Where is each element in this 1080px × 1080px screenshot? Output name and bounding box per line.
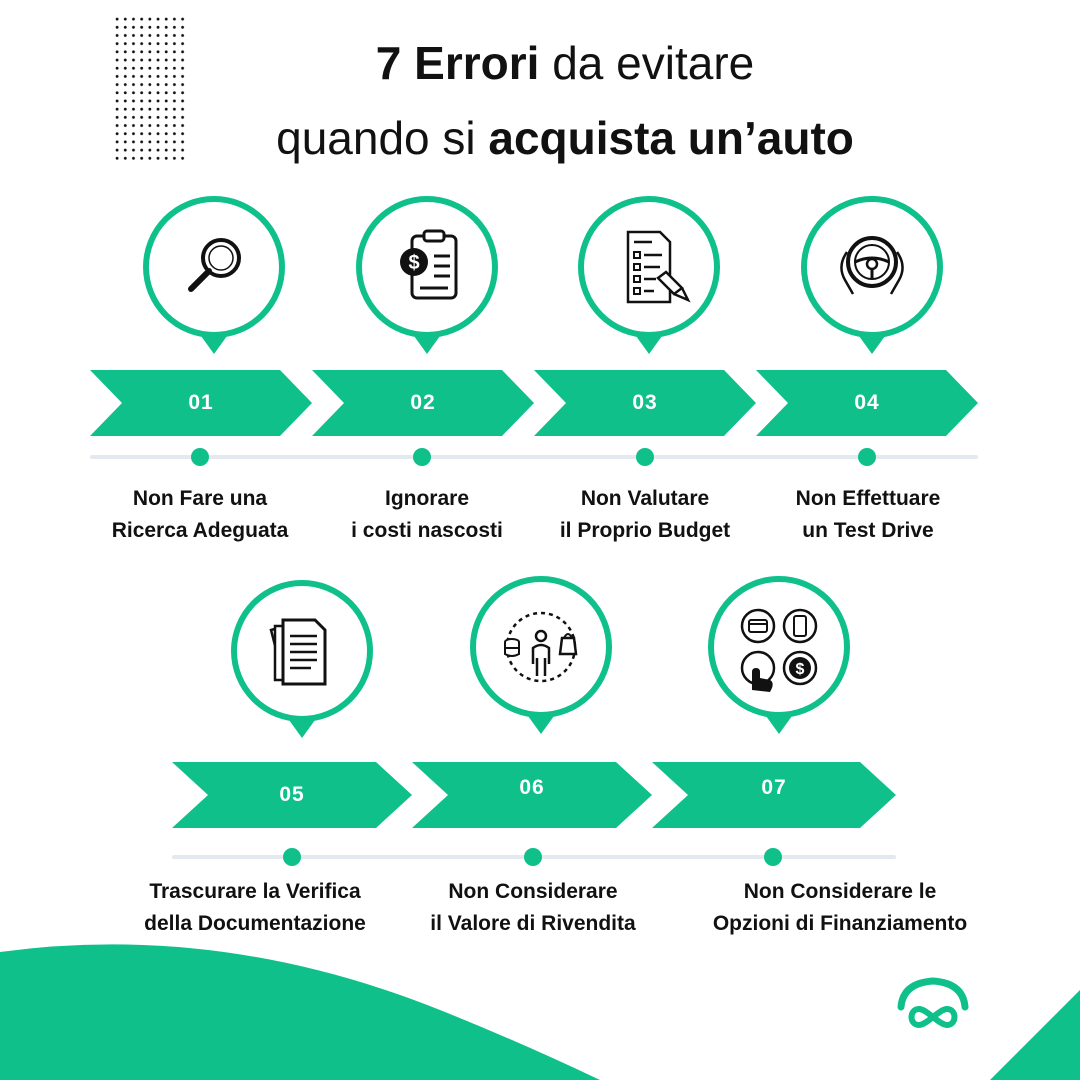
step-07-label-line2: Opzioni di Finanziamento xyxy=(712,912,968,935)
step-04-timeline-dot xyxy=(858,448,876,466)
magnifying-glass-icon xyxy=(169,222,259,312)
step-03-label-line1: Non Valutare xyxy=(580,487,710,510)
title-bold-part1: 7 Errori xyxy=(375,37,540,89)
step-04-label-line2: un Test Drive xyxy=(802,519,934,542)
step-06-label-line1: Non Considerare xyxy=(448,880,618,903)
step-05-label-line1: Trascurare la Verifica xyxy=(149,880,361,903)
step-02-number: 02 xyxy=(410,391,436,414)
step-06-chevron xyxy=(412,762,652,828)
step-04-icon-pin xyxy=(801,196,943,338)
step-03-number: 03 xyxy=(632,391,658,414)
step-01-timeline-dot xyxy=(191,448,209,466)
step-02-label-line1: Ignorare xyxy=(384,487,470,510)
step-04-label-line1: Non Effettuare xyxy=(795,487,941,510)
step-03-icon-pin xyxy=(578,196,720,338)
page-title-line2 xyxy=(150,110,980,166)
step-03-chevron xyxy=(534,370,756,436)
title-regular-part1: da evitare xyxy=(539,37,755,89)
svg-text:$: $ xyxy=(408,252,420,274)
documents-icon xyxy=(257,606,347,696)
step-04-label xyxy=(748,483,988,547)
title-regular-part2: quando si xyxy=(276,112,489,164)
step-02-label xyxy=(307,483,547,547)
step-06-icon-pin xyxy=(470,576,612,718)
step-07-chevron xyxy=(652,762,896,828)
step-02-timeline-dot xyxy=(413,448,431,466)
step-03-label-line2: il Proprio Budget xyxy=(559,519,731,542)
step-02-label-line2: i costi nascosti xyxy=(351,519,503,542)
brand-logo-icon xyxy=(893,975,973,1035)
step-02-chevron xyxy=(312,370,534,436)
invoice-dollar-icon xyxy=(382,222,472,312)
title-bold-part2: acquista un’auto xyxy=(488,112,854,164)
form-checklist-icon xyxy=(604,222,694,312)
step-07-timeline-dot xyxy=(764,848,782,866)
page-title-line1 xyxy=(150,35,980,91)
step-05-number: 05 xyxy=(279,783,305,806)
steering-wheel-icon xyxy=(827,222,917,312)
timeline-track-row1 xyxy=(90,455,978,459)
step-07-label-line1: Non Considerare le xyxy=(743,880,937,903)
resale-cycle-icon xyxy=(496,602,586,692)
step-03-label xyxy=(525,483,765,547)
step-01-label xyxy=(80,483,320,547)
step-01-number: 01 xyxy=(188,391,214,414)
step-03-timeline-dot xyxy=(636,448,654,466)
step-01-label-line1: Non Fare una xyxy=(132,487,268,510)
step-06-number: 06 xyxy=(519,776,545,799)
step-07-icon-pin xyxy=(708,576,850,718)
step-04-number: 04 xyxy=(854,391,880,414)
svg-text:$: $ xyxy=(795,661,805,678)
step-06-timeline-dot xyxy=(524,848,542,866)
step-05-timeline-dot xyxy=(283,848,301,866)
step-04-chevron xyxy=(756,370,978,436)
step-02-icon-pin xyxy=(356,196,498,338)
step-01-icon-pin xyxy=(143,196,285,338)
step-06-label-line2: il Valore di Rivendita xyxy=(430,912,636,935)
payment-options-icon xyxy=(734,602,824,692)
step-05-chevron xyxy=(172,762,412,828)
step-05-label-line2: della Documentazione xyxy=(144,912,366,935)
step-01-label-line2: Ricerca Adeguata xyxy=(111,519,289,542)
step-01-chevron xyxy=(90,370,312,436)
step-07-number: 07 xyxy=(761,776,787,799)
step-05-icon-pin xyxy=(231,580,373,722)
